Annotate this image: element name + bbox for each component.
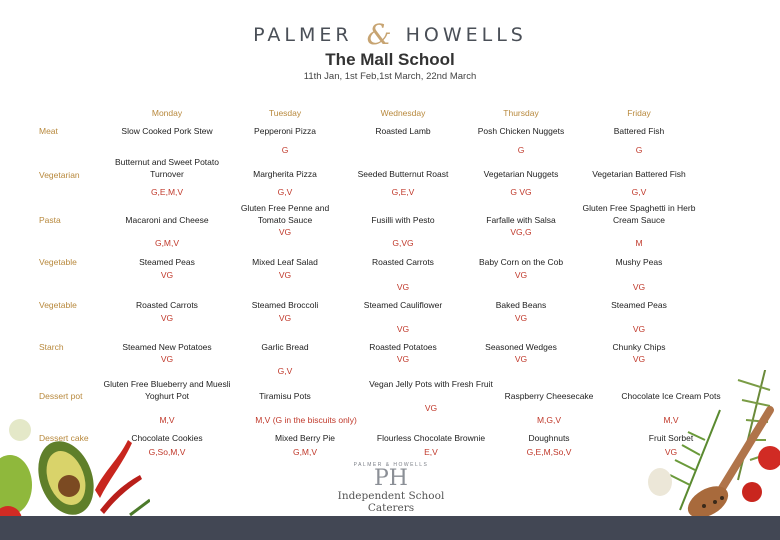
allergen-code: M,G,V <box>536 415 562 425</box>
menu-dates: 11th Jan, 1st Feb,1st March, 22nd March <box>303 71 477 82</box>
allergen-code: VG <box>396 354 410 364</box>
allergen-code: VG <box>160 270 174 280</box>
menu-item-name: Fruit Sorbet <box>648 433 694 443</box>
allergen-code: VG <box>632 354 646 364</box>
menu-item-name: Mixed Berry Pie <box>275 433 335 443</box>
caterer-logo-small-text: PALMER & HOWELLS <box>353 462 429 468</box>
menu-item-name: Tiramisu Pots <box>259 391 311 401</box>
row-label-vegetable-1: Vegetable <box>39 257 77 267</box>
menu-item-name: Steamed Broccoli <box>251 300 319 310</box>
row-label-dessert-pot: Dessert pot <box>39 391 83 401</box>
allergen-code: G,E,M,V <box>150 187 184 197</box>
allergen-code: G,V <box>277 366 293 376</box>
menu-item-name: Roasted Lamb <box>375 126 431 136</box>
menu-item-name: Vegan Jelly Pots with Fresh Fruit <box>369 379 493 389</box>
day-header-thursday: Thursday <box>503 108 539 118</box>
allergen-code: G <box>517 145 525 155</box>
vegetables-decoration-right <box>620 370 780 516</box>
allergen-code: G,V <box>277 187 293 197</box>
row-label-pasta: Pasta <box>39 215 61 225</box>
day-header-friday: Friday <box>627 108 651 118</box>
menu-item-name: Steamed Cauliflower <box>363 300 443 310</box>
menu-item-name: Garlic Bread <box>261 342 309 352</box>
menu-item-name: Gluten Free Blueberry and Muesli Yoghurt Pot <box>103 379 231 401</box>
allergen-code: E,V <box>424 447 438 457</box>
menu-item-name: Mushy Peas <box>615 257 663 267</box>
allergen-code: M,V <box>159 415 175 425</box>
menu-item-name: Posh Chicken Nuggets <box>477 126 565 136</box>
allergen-code: G,M,V <box>292 447 318 457</box>
tomato-icon <box>758 446 780 470</box>
allergen-code: VG <box>514 313 528 323</box>
garlic-icon <box>648 468 672 496</box>
menu-item-name: Flourless Chocolate Brownie <box>376 433 486 443</box>
row-label-vegetable-2: Vegetable <box>39 300 77 310</box>
brand-ampersand: & <box>366 18 392 51</box>
menu-item-name: Roasted Potatoes <box>369 342 437 352</box>
menu-item-name: Battered Fish <box>613 126 665 136</box>
menu-item-name: Vegetarian Nuggets <box>483 169 559 179</box>
menu-item-name: Steamed New Potatoes <box>122 342 212 352</box>
allergen-code: G <box>281 145 289 155</box>
allergen-code: VG <box>278 270 292 280</box>
allergen-code: VG <box>424 403 438 413</box>
day-header-monday: Monday <box>151 108 183 118</box>
menu-item-name: Vegetarian Battered Fish <box>592 169 686 179</box>
menu-item-name: Gluten Free Penne and Tomato Sauce <box>240 203 330 225</box>
day-header-wednesday: Wednesday <box>380 108 426 118</box>
menu-item-name: Farfalle with Salsa <box>486 215 556 225</box>
menu-item-name: Chocolate Cookies <box>131 433 203 443</box>
menu-item-name: Macaroni and Cheese <box>125 215 209 225</box>
menu-item-name: Baby Corn on the Cob <box>478 257 564 267</box>
row-label-dessert-cake: Dessert cake <box>39 433 89 443</box>
allergen-code: VG <box>278 227 292 237</box>
allergen-code: VG <box>514 354 528 364</box>
row-label-meat: Meat <box>39 126 58 136</box>
menu-item-name: Slow Cooked Pork Stew <box>121 126 213 136</box>
menu-item-name: Seeded Butternut Roast <box>357 169 449 179</box>
menu-item-name: Seasoned Wedges <box>485 342 557 352</box>
allergen-code: G <box>635 145 643 155</box>
row-label-vegetarian: Vegetarian <box>39 170 80 180</box>
row-label-starch: Starch <box>39 342 64 352</box>
garlic-icon <box>9 419 31 441</box>
caterer-tagline: Independent School Caterers <box>337 490 445 514</box>
menu-item-name: Doughnuts <box>528 433 570 443</box>
allergen-code: VG <box>664 447 678 457</box>
page-title: The Mall School <box>325 50 455 69</box>
menu-item-name: Chocolate Ice Cream Pots <box>621 391 721 401</box>
allergen-code: G,So,M,V <box>148 447 186 457</box>
allergen-code: G,E,M,So,V <box>526 447 572 457</box>
allergen-code: M,V <box>663 415 679 425</box>
caterer-monogram: PH <box>374 466 408 491</box>
allergen-code: VG <box>632 324 646 334</box>
allergen-code: VG <box>632 282 646 292</box>
allergen-code: G,VG <box>392 238 414 248</box>
menu-item-name: Raspberry Cheesecake <box>504 391 594 401</box>
menu-item-name: Roasted Carrots <box>136 300 198 310</box>
menu-item-name: Pepperoni Pizza <box>254 126 316 136</box>
menu-item-name: Mixed Leaf Salad <box>252 257 318 267</box>
menu-item-name: Steamed Peas <box>611 300 667 310</box>
allergen-code: M,V (G in the biscuits only) <box>255 415 357 425</box>
allergen-code: G,M,V <box>154 238 180 248</box>
menu-item-name: Butternut and Sweet Potato Turnover <box>115 157 219 179</box>
allergen-code: VG <box>514 270 528 280</box>
day-header-tuesday: Tuesday <box>268 108 302 118</box>
allergen-code: VG <box>396 324 410 334</box>
brand-name-right: HOWELLS <box>405 24 527 46</box>
menu-item-name: Steamed Peas <box>139 257 195 267</box>
allergen-code: G VG <box>510 187 532 197</box>
allergen-code: VG <box>160 354 174 364</box>
menu-item-name: Baked Beans <box>495 300 547 310</box>
brand-name-left: PALMER <box>253 24 353 46</box>
menu-item-name: Gluten Free Spaghetti in Herb Cream Sauce <box>582 203 696 225</box>
allergen-code: VG <box>396 282 410 292</box>
caterer-logo <box>325 462 457 514</box>
allergen-code: VG,G <box>510 227 532 237</box>
allergen-code: G,E,V <box>391 187 415 197</box>
allergen-code: VG <box>160 313 174 323</box>
menu-item-name: Fusilli with Pesto <box>371 215 435 225</box>
allergen-code: G,V <box>631 187 647 197</box>
allergen-code: VG <box>278 313 292 323</box>
menu-item-name: Chunky Chips <box>612 342 666 352</box>
lime-icon <box>0 455 32 515</box>
menu-item-name: Margherita Pizza <box>253 169 317 179</box>
menu-item-name: Roasted Carrots <box>372 257 434 267</box>
footer-bar <box>0 516 780 540</box>
allergen-code: M <box>635 238 643 248</box>
brand-logo <box>0 18 780 51</box>
vegetables-decoration-left <box>0 370 150 520</box>
